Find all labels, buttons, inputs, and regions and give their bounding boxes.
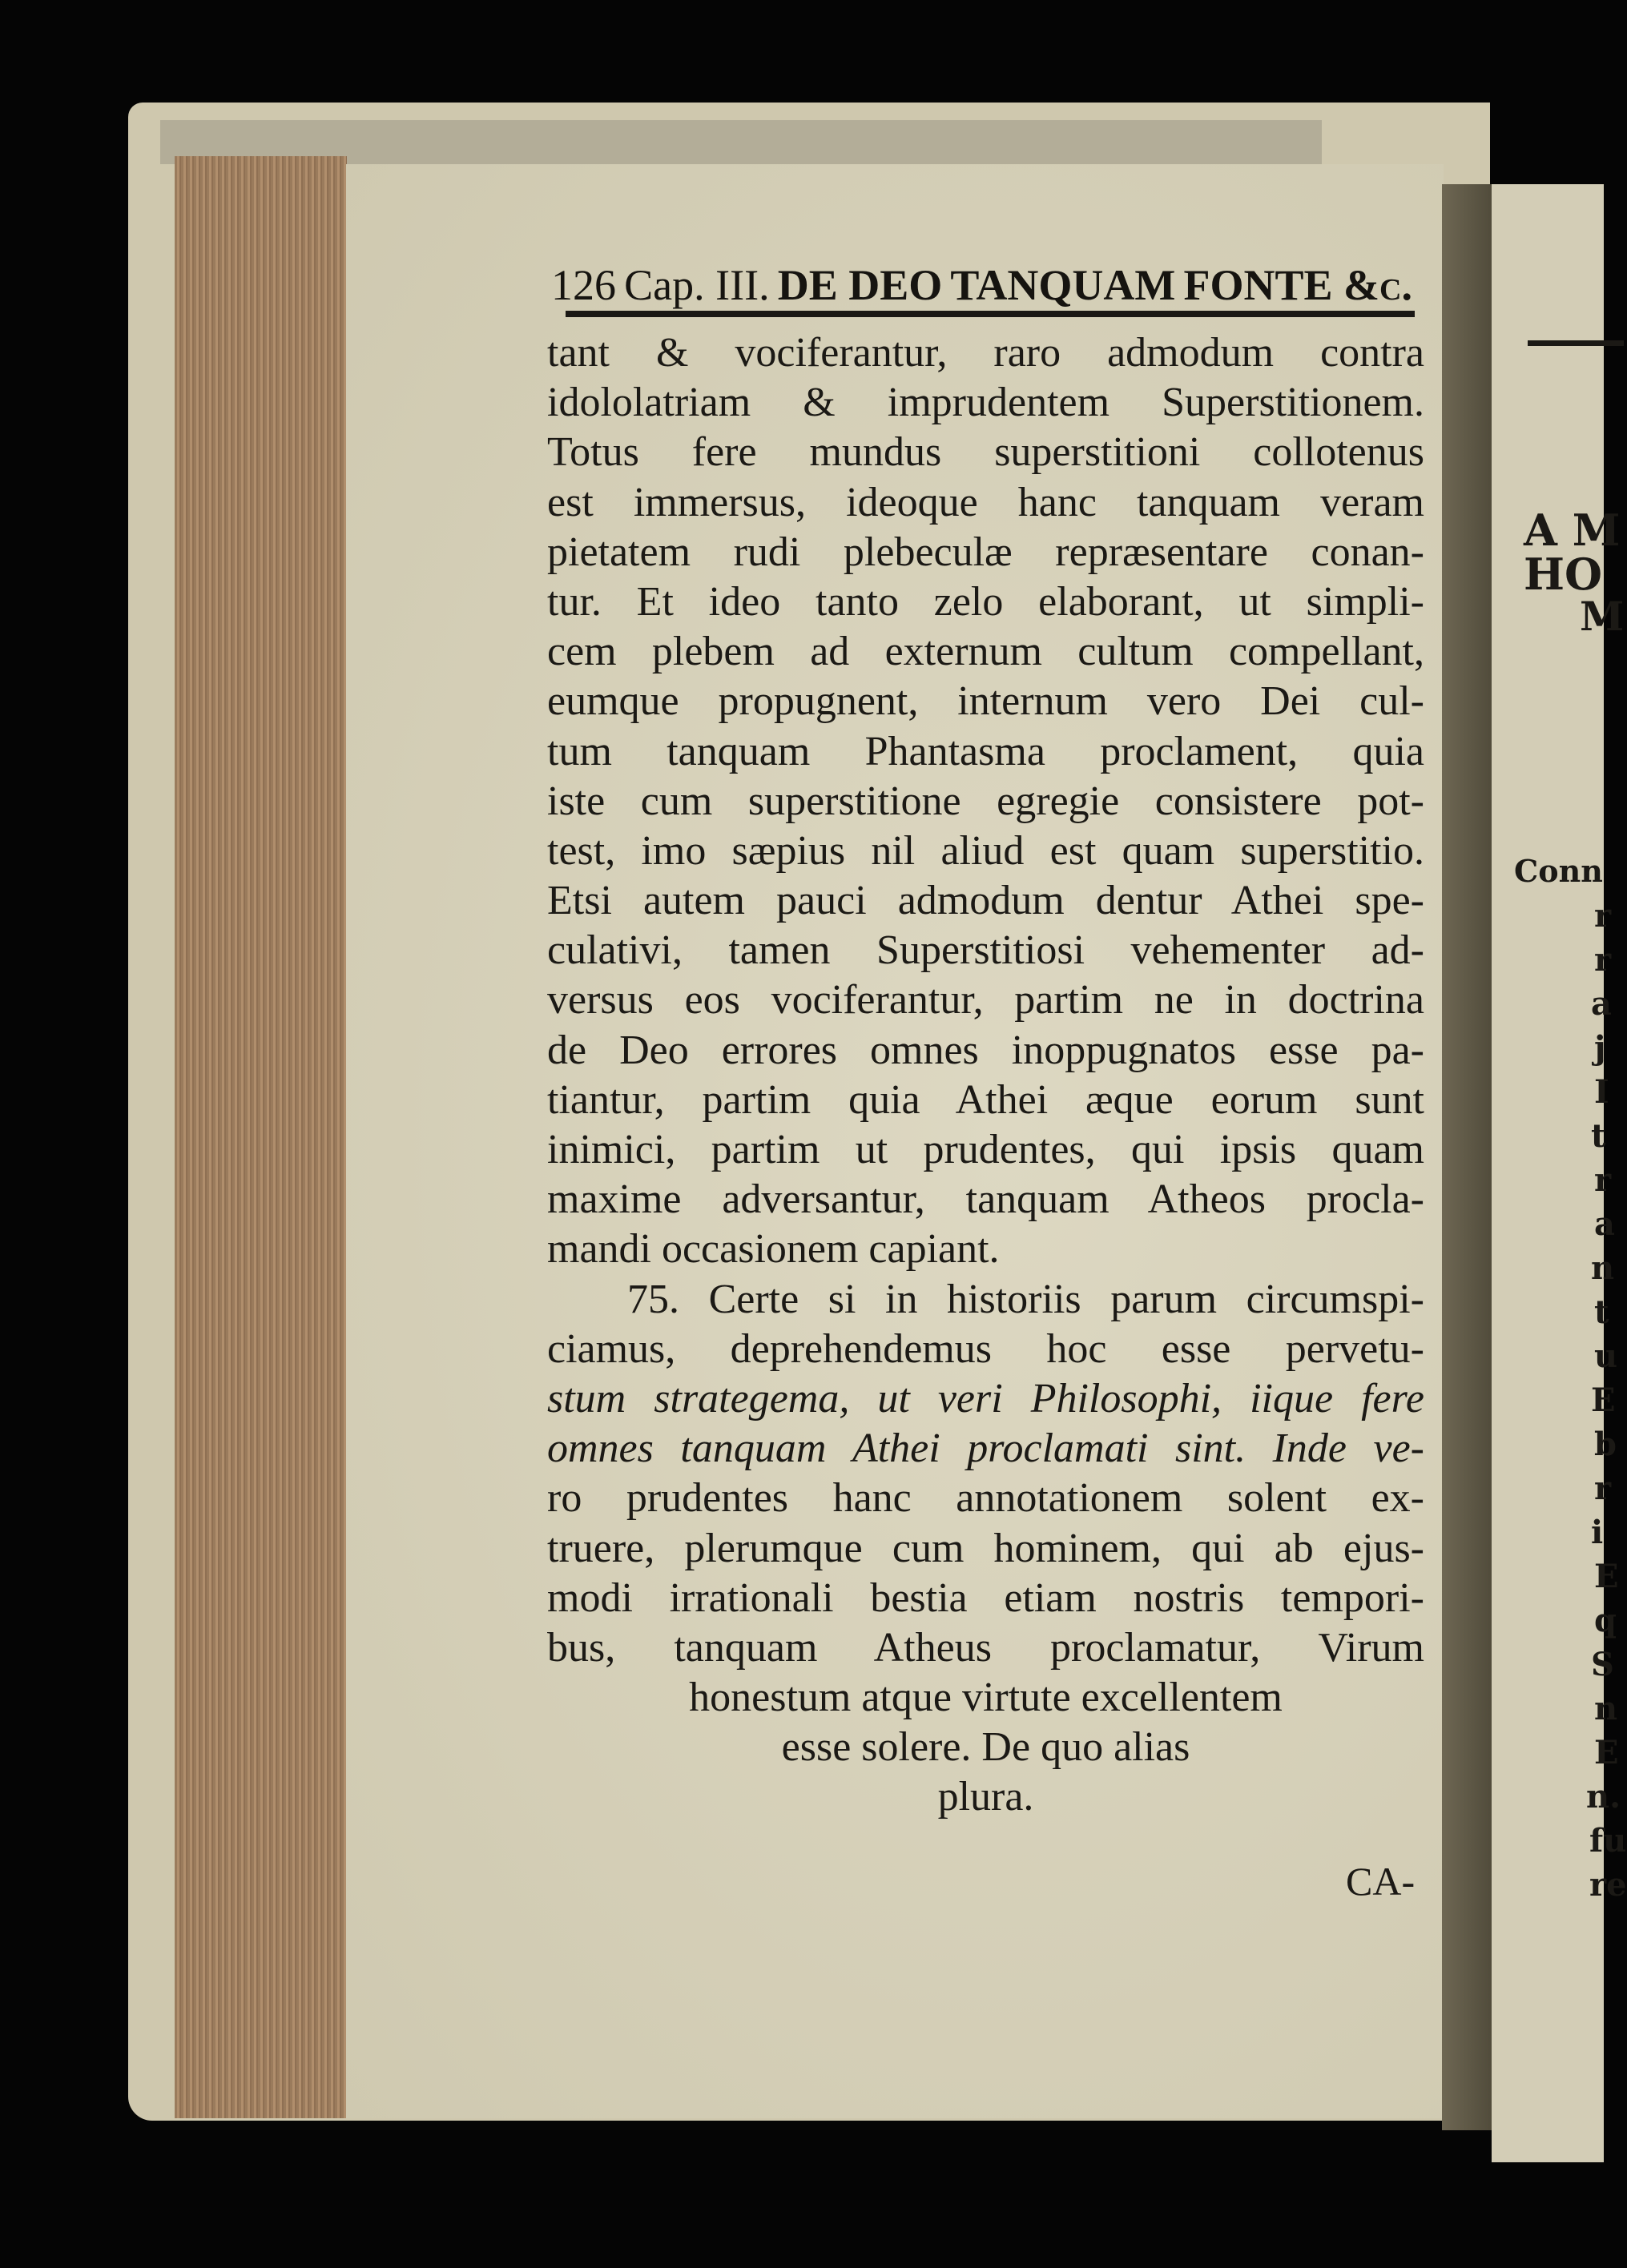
text-line: de Deo errores omnes inoppugnatos esse pa- xyxy=(547,1027,1424,1073)
text-line: 75. Certe si in historiis parum circumspi- xyxy=(627,1276,1424,1322)
text-line: culativi, tamen Superstitiosi vehementer ad- xyxy=(547,927,1424,974)
text-line: maxime adversantur, tanquam Atheos procla- xyxy=(547,1176,1424,1223)
chapter-label: Cap. III. xyxy=(624,261,770,309)
catchword: CA- xyxy=(1346,1859,1416,1904)
running-head-part: FONTE &c. xyxy=(1183,261,1412,309)
right-line-fragment: E xyxy=(1591,1381,1616,1419)
right-line-fragment: r xyxy=(1594,1161,1612,1199)
text-line: modi irrationali bestia etiam nostris tempori- xyxy=(547,1574,1424,1621)
right-heading-line: A M xyxy=(1524,505,1621,556)
text-line: tur. Et ideo tanto zelo elaborant, ut simpli- xyxy=(547,578,1424,625)
right-line-fragment: I xyxy=(1594,1073,1609,1111)
right-line-fragment: S xyxy=(1591,1646,1614,1683)
text-line: stum strategema, ut veri Philosophi, iique fere xyxy=(547,1375,1424,1422)
right-line-fragment: u xyxy=(1594,1337,1618,1375)
right-line-fragment: j xyxy=(1594,1029,1606,1067)
text-line: idololatriam & imprudentem Superstitionem. xyxy=(547,380,1424,426)
right-line-fragment: a xyxy=(1591,985,1612,1023)
right-line-fragment: fu xyxy=(1589,1822,1627,1860)
gutter-shadow xyxy=(1442,184,1498,2130)
text-line: truere, plerumque cum hominem, qui ab ejus- xyxy=(547,1525,1424,1571)
text-line: honestum atque virtute excellentem xyxy=(689,1675,1283,1721)
text-line: test, imo sæpius nil aliud est quam superstitio. xyxy=(547,827,1424,874)
text-line: est immersus, ideoque hanc tanquam veram xyxy=(547,479,1424,525)
right-line-fragment: re xyxy=(1589,1866,1627,1904)
text-line: tum tanquam Phantasma proclament, quia xyxy=(547,728,1424,774)
text-line: iste cum superstitione egregie consistere pot- xyxy=(547,778,1424,824)
right-line-fragment: b xyxy=(1594,1426,1617,1463)
text-line: versus eos vociferantur, partim ne in doctrina xyxy=(547,977,1424,1023)
text-line: Etsi autem pauci admodum dentur Athei spe- xyxy=(547,878,1424,924)
text-line: bus, tanquam Atheus proclamatur, Virum xyxy=(547,1624,1424,1671)
right-line-fragment: n xyxy=(1591,1249,1615,1287)
right-line-fragment: q xyxy=(1594,1602,1617,1639)
right-line-fragment: n. xyxy=(1586,1778,1621,1816)
running-head-part: DE DEO xyxy=(777,261,943,309)
page-fore-edge xyxy=(175,156,347,2118)
text-line: ro prudentes hanc annotationem solent ex- xyxy=(547,1475,1424,1522)
text-line: plura. xyxy=(937,1774,1034,1820)
text-line: mandi occasionem capiant. xyxy=(547,1226,1000,1273)
text-line: ciamus, deprehendemus hoc esse pervetu- xyxy=(547,1325,1424,1372)
text-line: tiantur, partim quia Athei æque eorum sunt xyxy=(547,1076,1424,1123)
right-line-fragment: E xyxy=(1594,1734,1619,1771)
text-line: esse solere. De quo alias xyxy=(781,1724,1190,1771)
text-line: Totus fere mundus superstitioni collotenus xyxy=(547,429,1424,476)
right-line-fragment: r xyxy=(1594,941,1612,979)
right-first-word: Conn xyxy=(1514,853,1603,889)
running-head xyxy=(551,260,1412,310)
text-line: omnes tanquam Athei proclamati sint. Inde ve- xyxy=(547,1426,1424,1472)
right-line-fragment: t xyxy=(1594,1293,1609,1331)
text-line: cem plebem ad externum cultum compellant, xyxy=(547,629,1424,675)
header-rule xyxy=(566,311,1415,317)
right-page xyxy=(1492,184,1627,2162)
page-number: 126 xyxy=(551,261,616,309)
right-line-fragment: r xyxy=(1594,1470,1612,1507)
right-line-fragment: n xyxy=(1594,1690,1618,1727)
right-line-fragment: E xyxy=(1594,1558,1619,1595)
right-heading-line: M xyxy=(1580,593,1625,640)
right-line-fragment: r xyxy=(1594,897,1612,935)
text-line: inimici, partim ut prudentes, qui ipsis quam xyxy=(547,1127,1424,1172)
text-line: pietatem rudi plebeculæ repræsentare conan- xyxy=(547,529,1424,575)
body-text xyxy=(547,328,1424,1823)
text-line: eumque propugnent, internum vero Dei cul- xyxy=(547,678,1424,725)
right-heading-line: HO xyxy=(1524,549,1603,600)
text-line: tant & vociferantur, raro admodum contra xyxy=(547,330,1424,376)
running-head-part: TANQUAM xyxy=(950,261,1176,309)
right-line-fragment: t xyxy=(1591,1117,1606,1155)
right-line-fragment: a xyxy=(1594,1205,1615,1243)
right-line-fragment: i xyxy=(1591,1514,1604,1551)
right-header-rule xyxy=(1528,340,1624,346)
